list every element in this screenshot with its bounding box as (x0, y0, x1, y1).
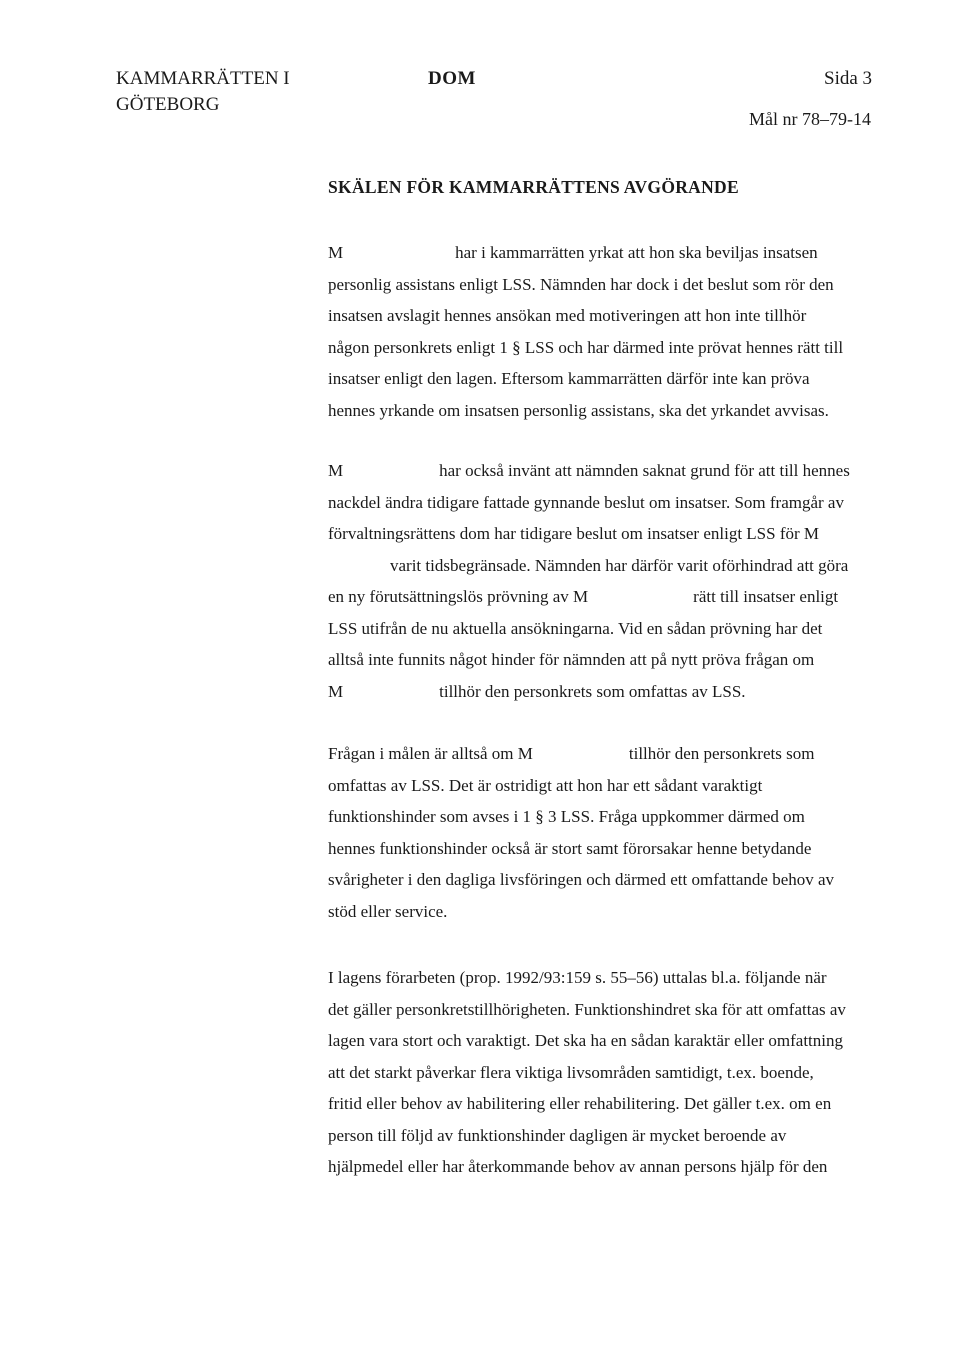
text-line: lagen vara stort och varaktigt. Det ska ha en sådan karaktär eller omfattning (328, 1031, 843, 1050)
paragraph-1 (328, 237, 843, 426)
paragraph-2 (328, 455, 850, 707)
text-line: hjälpmedel eller har återkommande behov av annan persons hjälp för den (328, 1157, 828, 1176)
text-line: hennes funktionshinder också är stort samt förorsakar henne betydande (328, 838, 812, 858)
paragraph-4 (328, 962, 846, 1183)
text-line: I lagens förarbeten (prop. 1992/93:159 s. 55–56) uttalas bl.a. följande när (328, 968, 827, 987)
paragraph-3 (328, 738, 834, 927)
document-type: DOM (428, 68, 476, 89)
text-line: förvaltningsrättens dom har tidigare beslut om insatser enligt LSS för M (328, 524, 820, 543)
text-line: funktionshinder som avses i 1 § 3 LSS. Fråga uppkommer därmed om (328, 807, 805, 826)
court-name-line2: GÖTEBORG (116, 94, 220, 115)
court-name-line1: KAMMARRÄTTEN I (116, 68, 290, 89)
text-line: det gäller personkretstillhörigheten. Funktionshindret ska för att omfattas av (328, 999, 846, 1019)
text-line: person till följd av funktionshinder dagligen är mycket beroende av (328, 1125, 787, 1145)
text-line: stöd eller service. (328, 901, 448, 921)
text-line: personlig assistans enligt LSS. Nämnden har dock i det beslut som rör den (328, 274, 834, 294)
text-line: alltså inte funnits något hinder för nämnden att på nytt pröva frågan om (328, 650, 815, 669)
text-line: en ny förutsättningslös prövning av M rätt till insatser enligt (328, 587, 839, 606)
text-line: hennes yrkande om insatsen personlig assistans, ska det yrkandet avvisas. (328, 400, 829, 420)
text-line: varit tidsbegränsade. Nämnden har därför varit oförhindrad att göra (390, 555, 849, 575)
text-line: nackdel ändra tidigare fattade gynnande beslut om insatser. Som framgår av (328, 492, 844, 512)
text-line: någon personkrets enligt 1 § LSS och har därmed inte prövat hennes rätt till (328, 337, 844, 357)
text-line: insatsen avslagit hennes ansökan med motiveringen att hon inte tillhör (328, 306, 807, 325)
page-number: Sida 3 (824, 68, 873, 89)
text-line: omfattas av LSS. Det är ostridigt att hon har ett sådant varaktigt (328, 775, 763, 795)
text-line: LSS utifrån de nu aktuella ansökningarna. Vid en sådan prövning har det (328, 618, 823, 638)
text-line: M tillhör den personkrets som omfattas av LSS. (328, 681, 746, 701)
case-number: Mål nr 78–79-14 (749, 109, 871, 129)
text-line: Frågan i målen är alltså om M tillhör den personkrets som (328, 744, 815, 763)
text-line: att det starkt påverkar flera viktiga livsområden samtidigt, t.ex. boende, (328, 1062, 814, 1082)
text-line: fritid eller behov av habilitering eller rehabilitering. Det gäller t.ex. om en (328, 1094, 832, 1113)
court-name (116, 66, 290, 118)
section-heading: SKÄLEN FÖR KAMMARRÄTTENS AVGÖRANDE (328, 177, 739, 197)
text-line: insatser enligt den lagen. Eftersom kammarrätten därför inte kan pröva (328, 369, 810, 388)
text-line: M har också invänt att nämnden saknat grund för att till hennes (328, 461, 850, 480)
text-line: M har i kammarrätten yrkat att hon ska beviljas insatsen (328, 243, 818, 262)
text-line: svårigheter i den dagliga livsföringen och därmed ett omfattande behov av (328, 870, 835, 889)
